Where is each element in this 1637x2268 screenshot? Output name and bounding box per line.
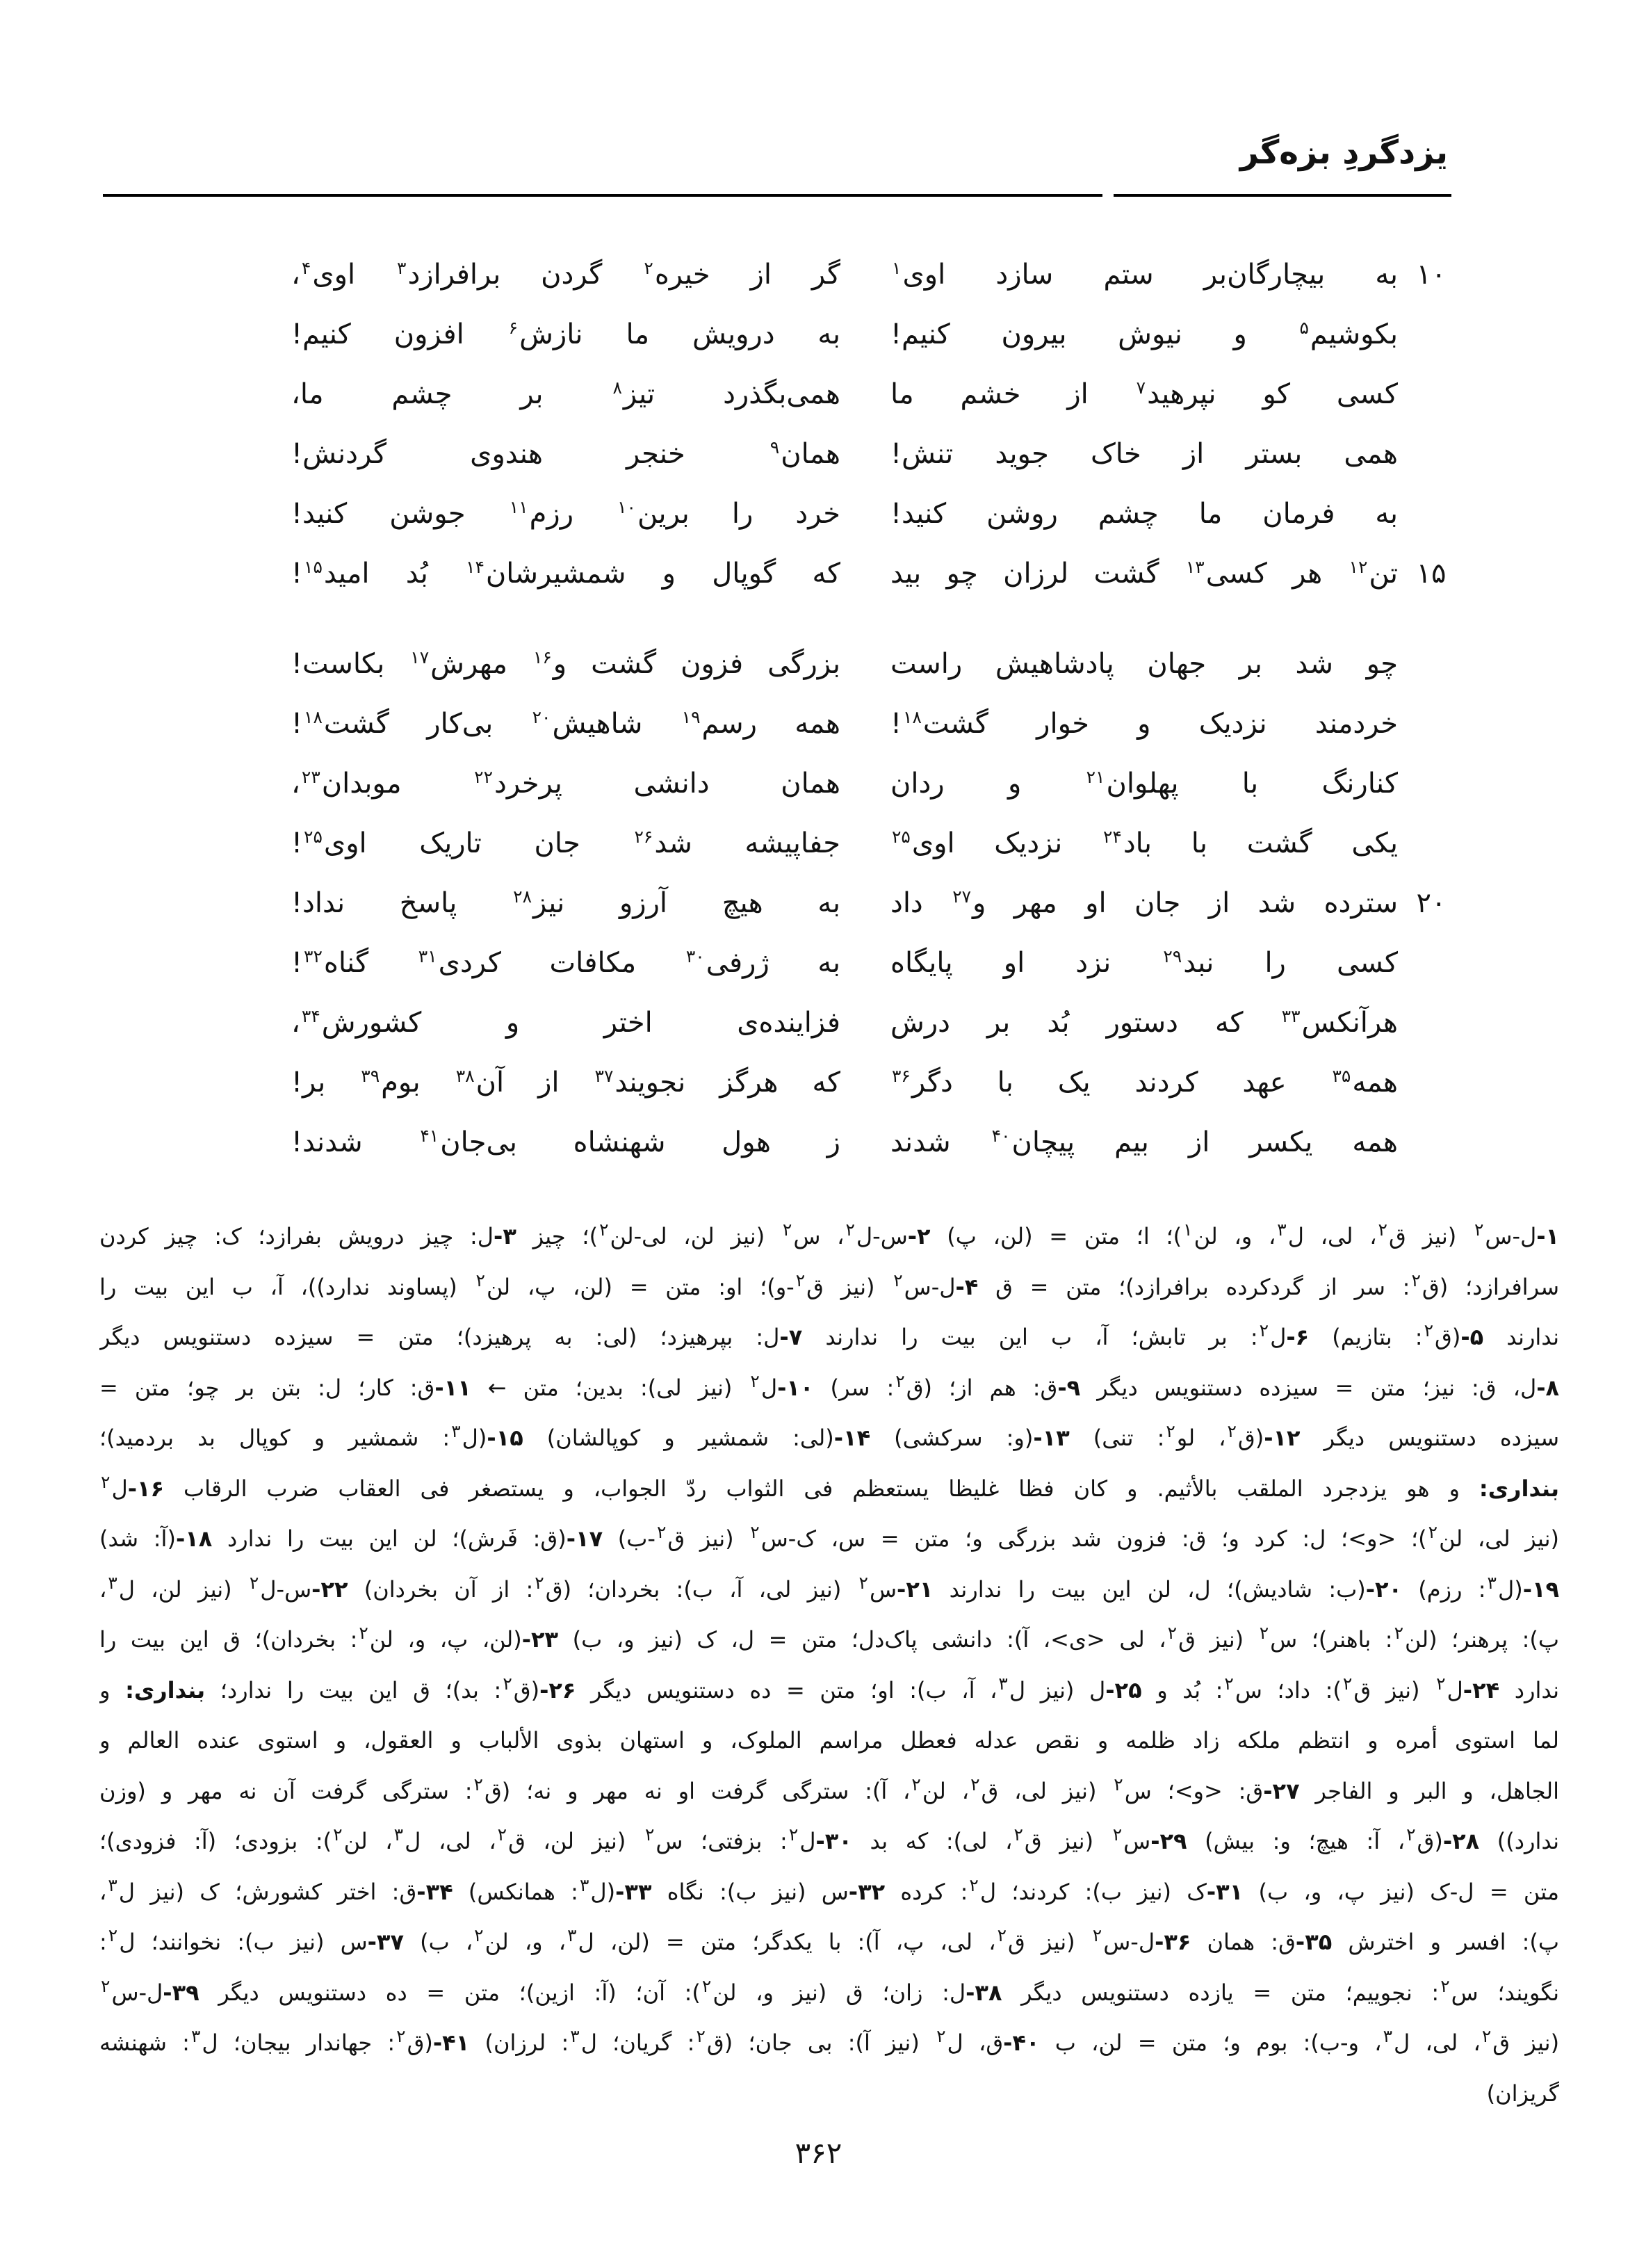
hemistich-first: همه$^{۳۵}$ عهد کردند یک با دگر$^{۳۶}$: [892, 1065, 1398, 1099]
verse-row: [186, 245, 1465, 305]
hemistich-first: چو شد بر جهان پادشاهیش راست: [890, 648, 1398, 680]
hemistich-first: کسی کو نپرهید$^۷$ از خشم ما: [890, 377, 1398, 410]
hemistich-first: همه یکسر از بیم پیچان$^{۴۰}$ شدند: [890, 1125, 1398, 1158]
poem-section: [186, 245, 1465, 1172]
hemistich-second: همی‌بگذرد تیز$^۸$ بر چشم ما،: [291, 377, 840, 410]
hemistich-second: به درویش ما نازش$^۶$ افزون کنیم!: [291, 317, 840, 350]
verse-row: [186, 424, 1465, 484]
apparatus-line: بنداری: و هو یزدجرد الملقب بالأثیم. و کان فظا غلیظا یستعظم فی الثواب ردّ الجواب، و یستصغر فی العقاب ضرب الرقاب ۱۶-ل$^۲$: [101, 1471, 1559, 1502]
header-rule: [103, 194, 1102, 197]
verse-row: [186, 634, 1465, 694]
apparatus-line: ندارد)) ۲۸-(ق$^۲$، آ: هیچ؛ و: بیش) ۲۹-س$^۲$ (نیز ق$^۲$، لی): که بد ۳۰-ل$^۲$: بزفتی؛ س$^۲$ (نیز لن، ق$^۲$، لی، ل$^۳$، لن$^۲$): بزودی؛ (آ: فزودی)؛: [99, 1824, 1559, 1854]
apparatus-line: متن = ل-ک (نیز پ، و، ب) ۳۱-ک (نیز ب): کردند؛ ل$^۲$: کرده ۳۲-س (نیز ب): نگاه ۳۳-(ل$^۳$: همانکس) ۳۴-ق: اختر کشورش؛ ک (نیز ل$^۳$،: [99, 1874, 1559, 1905]
verse-row: [186, 364, 1465, 424]
verse-row: [186, 484, 1465, 544]
hemistich-second: گر از خیره$^۲$ گردن برافرازد$^۳$ اوی$^۴$،: [291, 257, 840, 291]
hemistich-first: به بیچارگان‌بر ستم سازد اوی$^۱$: [892, 257, 1398, 291]
verse-row: [186, 933, 1465, 993]
hemistich-second: جفاپیشه شد$^{۲۶}$ جان تاریک اوی$^{۲۵}$!: [291, 826, 840, 859]
apparatus-line: ندارند ۵-(ق$^۲$: بتازیم) ۶-ل$^۲$: بر تابش؛ آ، ب این بیت را ندارند ۷-ل: بپرهیزد؛ (لی: به پرهیزد)؛ متن = سیزده دستنویس دیگر: [99, 1320, 1559, 1350]
page-number: ۳۶۲: [795, 2136, 842, 2170]
apparatus-line: سرافرازد؛ (ق$^۲$: سر از گردکرده برافرازد)؛ متن = ق ۴-ل-س$^۲$ (نیز ق$^۲$-و)؛ او: متن = (لن، پ، لن$^۲$ (پساوند ندارد))، آ، ب این بیت را: [99, 1270, 1559, 1300]
apparatus-line: نگویند؛ س$^۲$: نجوییم؛ متن = یازده دستنویس دیگر ۳۸-ل: زان؛ ق (نیز و، لن$^۲$): آن؛ (آ: ازین)؛ متن = ده دستنویس دیگر ۳۹-ل-س$^۲$: [101, 1975, 1559, 2006]
apparatus-line: ۸-ل، ق: نیز؛ متن = سیزده دستنویس دیگر ۹-ق: هم از؛ (ق$^۲$: سر) ۱۰-ل$^۲$ (نیز لی): بدین؛ متن ← ۱۱-ق: کار؛ ل: بتن بر چو؛ متن =: [99, 1370, 1559, 1401]
verse-row: [186, 1053, 1465, 1112]
poem-block: [186, 245, 1465, 604]
critical-apparatus: [99, 1211, 1559, 2119]
apparatus-line: سیزده دستنویس دیگر ۱۲-(ق$^۲$، لو$^۲$: تنی) ۱۳-(و: سرکشی) ۱۴-(لی: شمشیر و کوپالشان) ۱۵-(ل$^۳$: شمشیر و کوپال بد بردمید)؛: [99, 1421, 1559, 1451]
hemistich-second: که هرگز نجویند$^{۳۷}$ از آن$^{۳۸}$ بوم$^{۳۹}$ بر!: [291, 1065, 840, 1099]
hemistich-first: همی بستر از خاک جوید تنش!: [890, 438, 1398, 470]
hemistich-first: یکی گشت با باد$^{۲۴}$ نزدیک اوی$^{۲۵}$: [892, 826, 1398, 859]
verse-row: [186, 754, 1465, 813]
poem-block: [186, 634, 1465, 1172]
hemistich-second: ز هول شهنشاه بی‌جان$^{۴۱}$ شدند!: [291, 1125, 840, 1158]
verse-number: ۱۰: [1416, 259, 1447, 291]
verse-row: [186, 694, 1465, 754]
verse-row: [186, 873, 1465, 933]
hemistich-second: همان دانشی پرخرد$^{۲۲}$ موبدان$^{۲۳}$،: [291, 766, 840, 800]
verse-row: [186, 544, 1465, 604]
hemistich-first: هرآنکس$^{۳۳}$ که دستور بُد بر درش: [890, 1005, 1398, 1039]
hemistich-first: سترده شد از جان او مهر و$^{۲۷}$ داد: [890, 886, 1398, 919]
apparatus-line: پ): افسر و اخترش ۳۵-ق: همان ۳۶-ل-س$^۲$ (نیز ق$^۲$، لی، پ، آ): با یکدگر؛ متن = (لن، ل$^۳$، و، لن$^۲$، ب) ۳۷-س (نیز ب): نخوانند؛ ل$^۲$:: [99, 1925, 1559, 1955]
apparatus-line: (نیز ق$^۲$، لی، ل$^۳$، و-ب): بوم و؛ متن = لن، ب ۴۰-ق، ل$^۲$ (نیز آ): بی جان؛ (ق$^۲$: گریان؛ ل$^۳$: لرزان) ۴۱-(ق$^۲$: جهاندار بیجان؛ ل$^۳$: شهنشه: [99, 2026, 1559, 2056]
hemistich-first: بکوشیم$^۵$ و نیوش بیرون کنیم!: [890, 317, 1398, 350]
hemistich-second: همه رسم$^{۱۹}$ شاهیش$^{۲۰}$ بی‌کار گشت$^{۱۸}$!: [291, 706, 840, 740]
hemistich-second: خرد را برین$^{۱۰}$ رزم$^{۱۱}$ جوشن کنید!: [291, 496, 840, 530]
apparatus-line: ندارد ۲۴-ل$^۲$ (نیز ق$^۲$): داد؛ س$^۲$: بُد و ۲۵-ل (نیز ل$^۳$، آ، ب): او؛ متن = ده دستنویس دیگر ۲۶-(ق$^۲$: بد)؛ ق این بیت را ندارد؛ بنداری: و: [99, 1673, 1559, 1703]
hemistich-first: خردمند نزدیک و خوار گشت$^{۱۸}$!: [890, 706, 1398, 740]
apparatus-line: ۱-ل-س$^۲$ (نیز ق$^۲$، لی، ل$^۳$، و، لن$^۱$)؛ ا؛ متن = (لن، پ) ۲-س-ل$^۲$، س$^۲$ (نیز لن، لی-لن$^۲$)؛ چیز ۳-ل: چیز درویش بفرازد؛ ک: چیز کردن: [99, 1220, 1559, 1249]
hemistich-second: به هیچ آرزو نیز$^{۲۸}$ پاسخ نداد!: [291, 886, 840, 919]
verse-row: [186, 1112, 1465, 1172]
verse-number: ۱۵: [1416, 558, 1447, 590]
apparatus-line: گریزان): [1486, 2080, 1559, 2107]
header-rule-segment: [1114, 194, 1451, 197]
hemistich-second: بزرگی فزون گشت و$^{۱۶}$ مهرش$^{۱۷}$ بکاست!: [291, 647, 840, 680]
verse-row: [186, 813, 1465, 873]
verse-number: ۲۰: [1416, 887, 1447, 919]
apparatus-line: الجاهل، و البر و الفاجر ۲۷-ق: <و>؛ س$^۲$ (نیز لی، ق$^۲$، لن$^۲$، آ): سترگی گرفت او نه مهر و نه؛ (ق$^۲$: سترگی گرفت آن نه مهر و (وزن: [99, 1774, 1559, 1804]
hemistich-second: که گوپال و شمشیرشان$^{۱۴}$ بُد امید$^{۱۵}$!: [291, 556, 840, 590]
hemistich-first: تن$^{۱۲}$ هر کسی$^{۱۳}$ گشت لرزان چو بید: [890, 556, 1398, 590]
apparatus-line: ۱۹-(ل$^۳$: رزم) ۲۰-(ب: شادیش)؛ ل، لن این بیت را ندارند ۲۱-س$^۲$ (نیز لی، آ، ب): بخردان؛ (ق$^۲$: از آن بخردان) ۲۲-س-ل$^۲$ (نیز لن، ل$^۳$،: [99, 1572, 1559, 1603]
hemistich-first: کسی را نبد$^{۲۹}$ نزد او پایگاه: [890, 946, 1398, 979]
hemistich-second: به ژرفی$^{۳۰}$ مکافات کردی$^{۳۱}$ گناه$^{۳۲}$!: [291, 946, 840, 979]
apparatus-line: پ): پرهنر؛ (لن$^۲$: باهنر)؛ س$^۲$ (نیز ق$^۲$، لی <ی>، آ): دانشی پاک‌دل؛ متن = ل، ک (نیز و، ب) ۲۳-(لن، پ، و، لن$^۲$: بخردان)؛ ق این بیت را: [99, 1623, 1559, 1653]
verse-row: [186, 305, 1465, 364]
apparatus-line: لما استوی أمره و انتظم ملکه زاد ظلمه و نقص عدله فعطل مراسم الملوک، و استهان بذوی الألباب و العقول، و استوی عنده العالم و: [99, 1727, 1559, 1753]
page-title: یزدگردِ بزه‌گر: [1239, 133, 1448, 172]
hemistich-second: فزاینده‌ی اختر و کشورش$^{۳۴}$،: [291, 1005, 840, 1039]
hemistich-first: به فرمان ما چشم روشن کنید!: [890, 498, 1398, 530]
hemistich-second: همان$^۹$ خنجر هندوی گردنش!: [291, 437, 840, 470]
hemistich-first: کنارنگ با پهلوان$^{۲۱}$ و ردان: [890, 766, 1398, 800]
verse-row: [186, 993, 1465, 1053]
apparatus-line: (نیز لی، لن$^۲$)؛ <و>؛ ل: کرد و؛ ق: فزون شد بزرگی و؛ متن = س، ک-س$^۲$ (نیز ق$^۲$-ب) ۱۷-(ق: فَرش)؛ لن این بیت را ندارد ۱۸-(آ: شد): [99, 1522, 1559, 1552]
